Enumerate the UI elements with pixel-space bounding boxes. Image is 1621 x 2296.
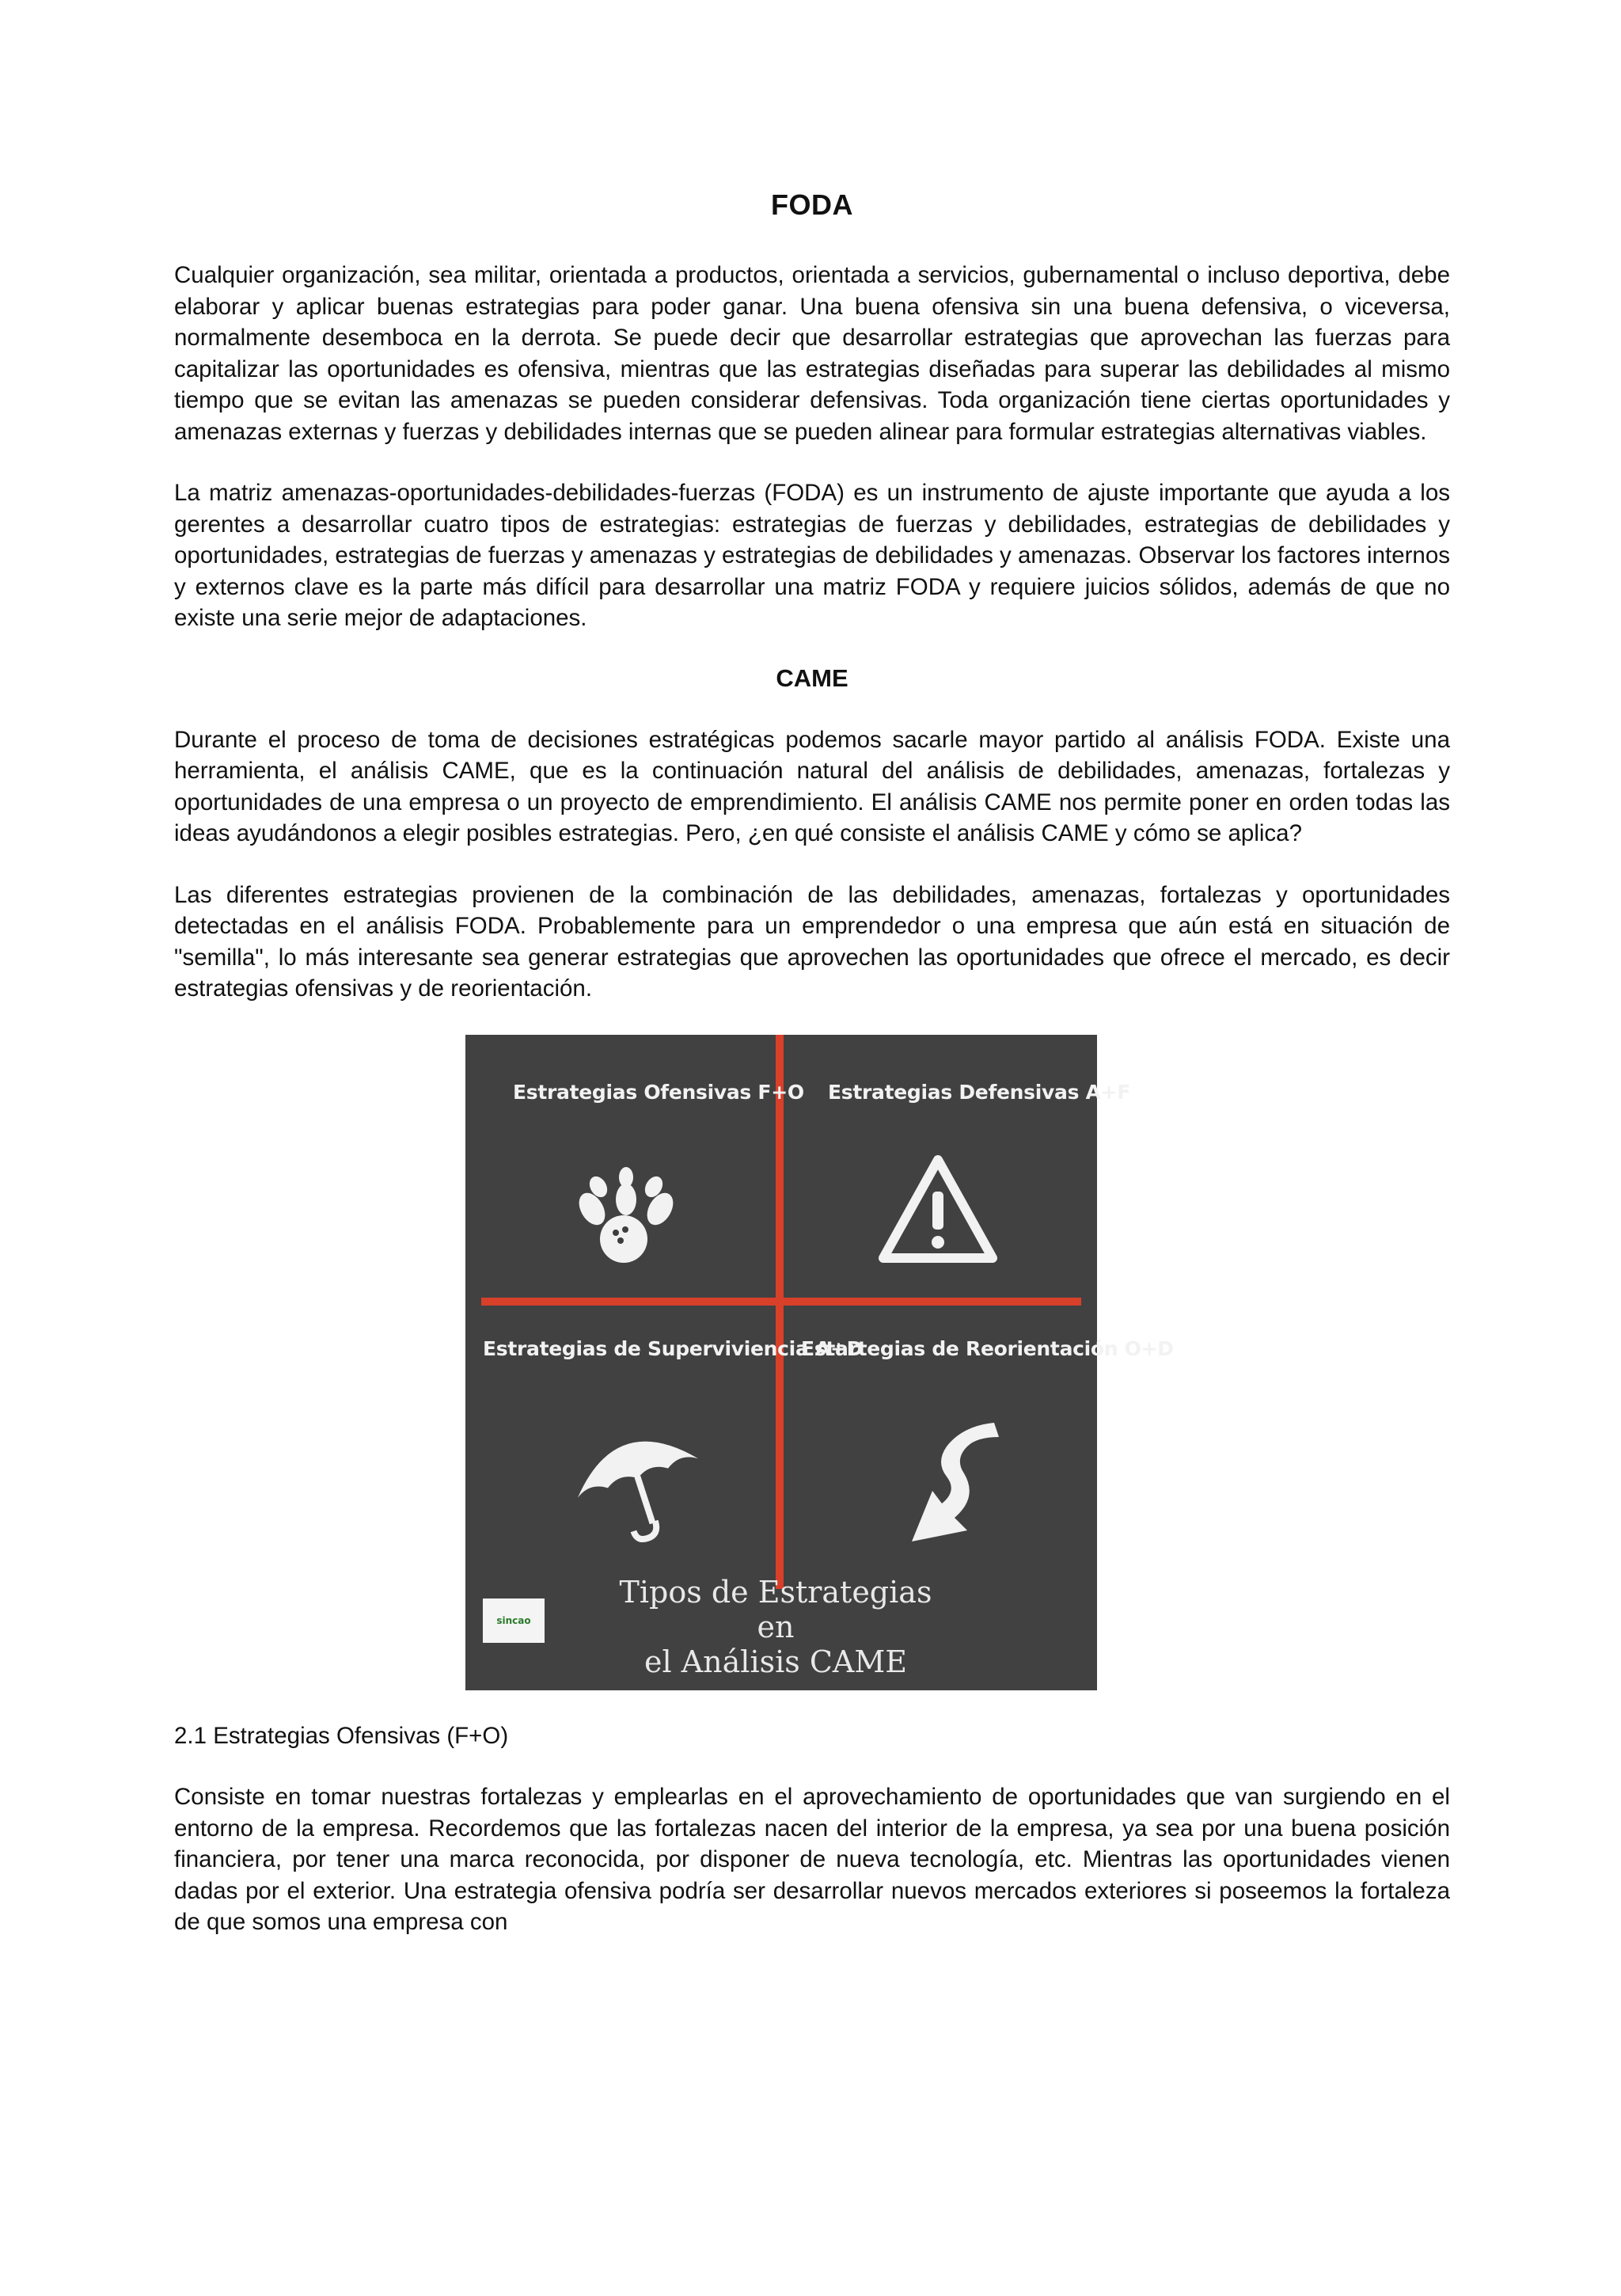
paragraph-came-1: Durante el proceso de toma de decisiones estratégicas podemos sacarle mayor partido al análisis FODA. Existe una herramienta, el análisis CAME, que es la continuación natural del análisis de debilidades, amenazas, fortalezas y oportunidades de una empresa o un proyecto de emprendimiento. El análisis CAME nos permite poner en orden todas las ideas ayudándonos a elegir posibles estrategias. Pero, ¿en qué consiste el análisis CAME y cómo se aplica? bbox=[174, 726, 1450, 846]
quadrant-label-reorientation: Estartegias de Reorientación O+D bbox=[801, 1336, 1174, 1360]
subsection-title-offensive: 2.1 Estrategias Ofensivas (F+O) bbox=[174, 1722, 509, 1749]
figure-caption-line-2: el Análisis CAME bbox=[644, 1644, 907, 1679]
curved-arrow-icon bbox=[875, 1415, 1010, 1549]
page-title: FODA bbox=[771, 188, 853, 221]
paragraph-offensive: Consiste en tomar nuestras fortalezas y emplearlas en el aprovechamiento de oportunidades que van surgiendo en el entorno de la empresa. Recordemos que las fortalezas nacen del interior de la empresa, ya sea por una buena posición financiera, por tener una marca reconocida, por disponer de nueva tecnología, etc. Mientras las oportunidades vienen dadas por el exterior. Una estrategia ofensiva podría ser desarrollar nuevos mercados exteriores si poseemos la fortaleza de que somos una empresa con bbox=[174, 1784, 1450, 1935]
quadrant-label-offensive: Estrategias Ofensivas F+O bbox=[513, 1080, 804, 1104]
vertical-divider bbox=[776, 1035, 784, 1589]
paragraph-foda-1: Cualquier organización, sea militar, orientada a productos, orientada a servicios, gubernamental o incluso deportiva, debe elaborar y aplicar buenas estrategias para poder ganar. Una buena ofensiva sin una buena defensiva, o viceversa, normalmente desemboca en la derrota. Se puede decir que desarrollar estrategias que aprovechan las fuerzas para capitalizar las oportunidades es ofensiva, mientras que las estrategias diseñadas para superar las debilidades al mismo tiempo que se evitan las amenazas se pueden considerar defensivas. Toda organización tiene ciertas oportunidades y amenazas externas y fuerzas y debilidades internas que se pueden alinear para formular estrategias alternativas viables. bbox=[174, 262, 1450, 445]
section-title-came: CAME bbox=[776, 663, 848, 692]
figure-caption-line-1: Tipos de Estrategias en bbox=[619, 1574, 932, 1644]
came-strategies-figure bbox=[465, 1035, 1174, 1690]
quadrant-label-defensive: Estrategias Defensivas A+F bbox=[828, 1080, 1131, 1104]
figure-logo: sincao bbox=[483, 1598, 545, 1643]
warning-triangle-icon bbox=[879, 1154, 997, 1264]
paragraph-came-2: Las diferentes estrategias provienen de la combinación de las debilidades, amenazas, fortalezas y oportunidades detectadas en el análisis FODA. Probablemente para un emprendedor o una empresa que aún está en situación de "semilla", lo más interesante sea generar estrategias que aprovechen las oportunidades que ofrece el mercado, es decir estrategias ofensivas y de reorientación. bbox=[174, 881, 1450, 1002]
umbrella-icon bbox=[567, 1415, 709, 1541]
bowling-pins-icon bbox=[575, 1163, 678, 1266]
horizontal-divider bbox=[481, 1298, 1081, 1306]
paragraph-foda-2: La matriz amenazas-oportunidades-debilidades-fuerzas (FODA) es un instrumento de ajuste importante que ayuda a los gerentes a desarrollar cuatro tipos de estrategias: estrategias de fuerzas y debilidades, estrategias de debilidades y oportunidades, estrategias de fuerzas y amenazas y estrategias de debilidades y amenazas. Observar los factores internos y externos clave es la parte más difícil para desarrollar una matriz FODA y requiere juicios sólidos, además de que no existe una serie mejor de adaptaciones. bbox=[174, 480, 1450, 631]
figure-caption bbox=[602, 1575, 950, 1679]
document-content bbox=[174, 188, 1450, 1968]
quadrant-label-survival: Estrategias de Superviviencia A+D bbox=[483, 1336, 864, 1360]
